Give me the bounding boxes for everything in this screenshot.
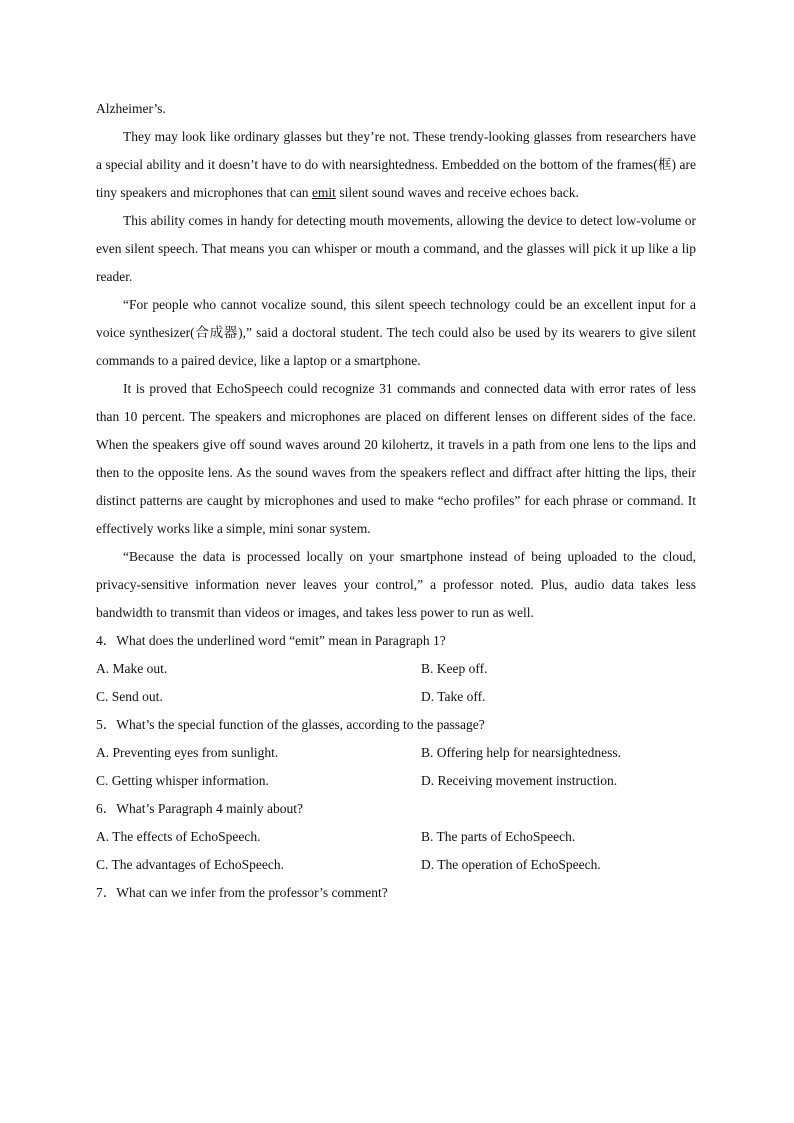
paragraph-3: “For people who cannot vocalize sound, this silent speech technology could be an excellent input for a voice synthesizer(合成器),” said a doctoral student. The tech could also be used by its wearers to give silent commands to a paired device, like a laptop or a smartphone. [96, 297, 696, 368]
question-stem: 4．What does the underlined word “emit” mean in Paragraph 1? [96, 633, 446, 648]
question-stem: 5．What’s the special function of the glasses, according to the passage? [96, 717, 485, 732]
paragraph-1-text-a: They may look like ordinary glasses but they’re not. These trendy-looking glasses from researchers have a special ability and it doesn’t have to do with nearsightedness. Embedded on the bottom of the frames(框) are tiny speakers and microphones that can [96, 129, 696, 200]
option-a: A. Make out. [96, 661, 168, 676]
question-7 [96, 879, 696, 907]
document-body [96, 95, 696, 907]
paragraph-continuation: Alzheimer’s. [96, 101, 166, 116]
question-stem: 6．What’s Paragraph 4 mainly about? [96, 801, 303, 816]
answer-options [96, 739, 696, 795]
paragraph-2: This ability comes in handy for detecting mouth movements, allowing the device to detect low-volume or even silent speech. That means you can whisper or mouth a command, and the glasses will pick it up like a lip reader. [96, 213, 696, 284]
paragraph-1 [96, 123, 696, 207]
option-c: C. The advantages of EchoSpeech. [96, 857, 284, 872]
question-4 [96, 627, 696, 711]
option-b: B. Offering help for nearsightedness. [421, 745, 621, 760]
option-b: B. Keep off. [421, 661, 488, 676]
question-5 [96, 711, 696, 795]
answer-options [96, 655, 696, 711]
option-d: D. The operation of EchoSpeech. [421, 857, 601, 872]
option-b: B. The parts of EchoSpeech. [421, 829, 576, 844]
option-d: D. Take off. [421, 689, 486, 704]
option-c: C. Getting whisper information. [96, 773, 269, 788]
option-a: A. Preventing eyes from sunlight. [96, 745, 279, 760]
option-c: C. Send out. [96, 689, 163, 704]
underlined-word-emit: emit [311, 185, 336, 200]
question-stem: 7．What can we infer from the professor’s comment? [96, 885, 388, 900]
option-d: D. Receiving movement instruction. [421, 773, 618, 788]
question-6 [96, 795, 696, 879]
answer-options [96, 823, 696, 879]
paragraph-1-text-b: silent sound waves and receive echoes back. [335, 185, 579, 200]
paragraph-5: “Because the data is processed locally on your smartphone instead of being uploaded to the cloud, privacy-sensitive information never leaves your control,” a professor noted. Plus, audio data takes less bandwidth to transmit than videos or images, and takes less power to run as well. [96, 549, 696, 620]
option-a: A. The effects of EchoSpeech. [96, 829, 261, 844]
paragraph-4: It is proved that EchoSpeech could recognize 31 commands and connected data with error rates of less than 10 percent. The speakers and microphones are placed on different lenses on different sides of the face. When the speakers give off sound waves around 20 kilohertz, it travels in a path from one lens to the lips and then to the opposite lens. As the sound waves from the speakers reflect and diffract after hitting the lips, their distinct patterns are caught by microphones and used to make “echo profiles” for each phrase or command. It effectively works like a simple, mini sonar system. [96, 381, 696, 536]
